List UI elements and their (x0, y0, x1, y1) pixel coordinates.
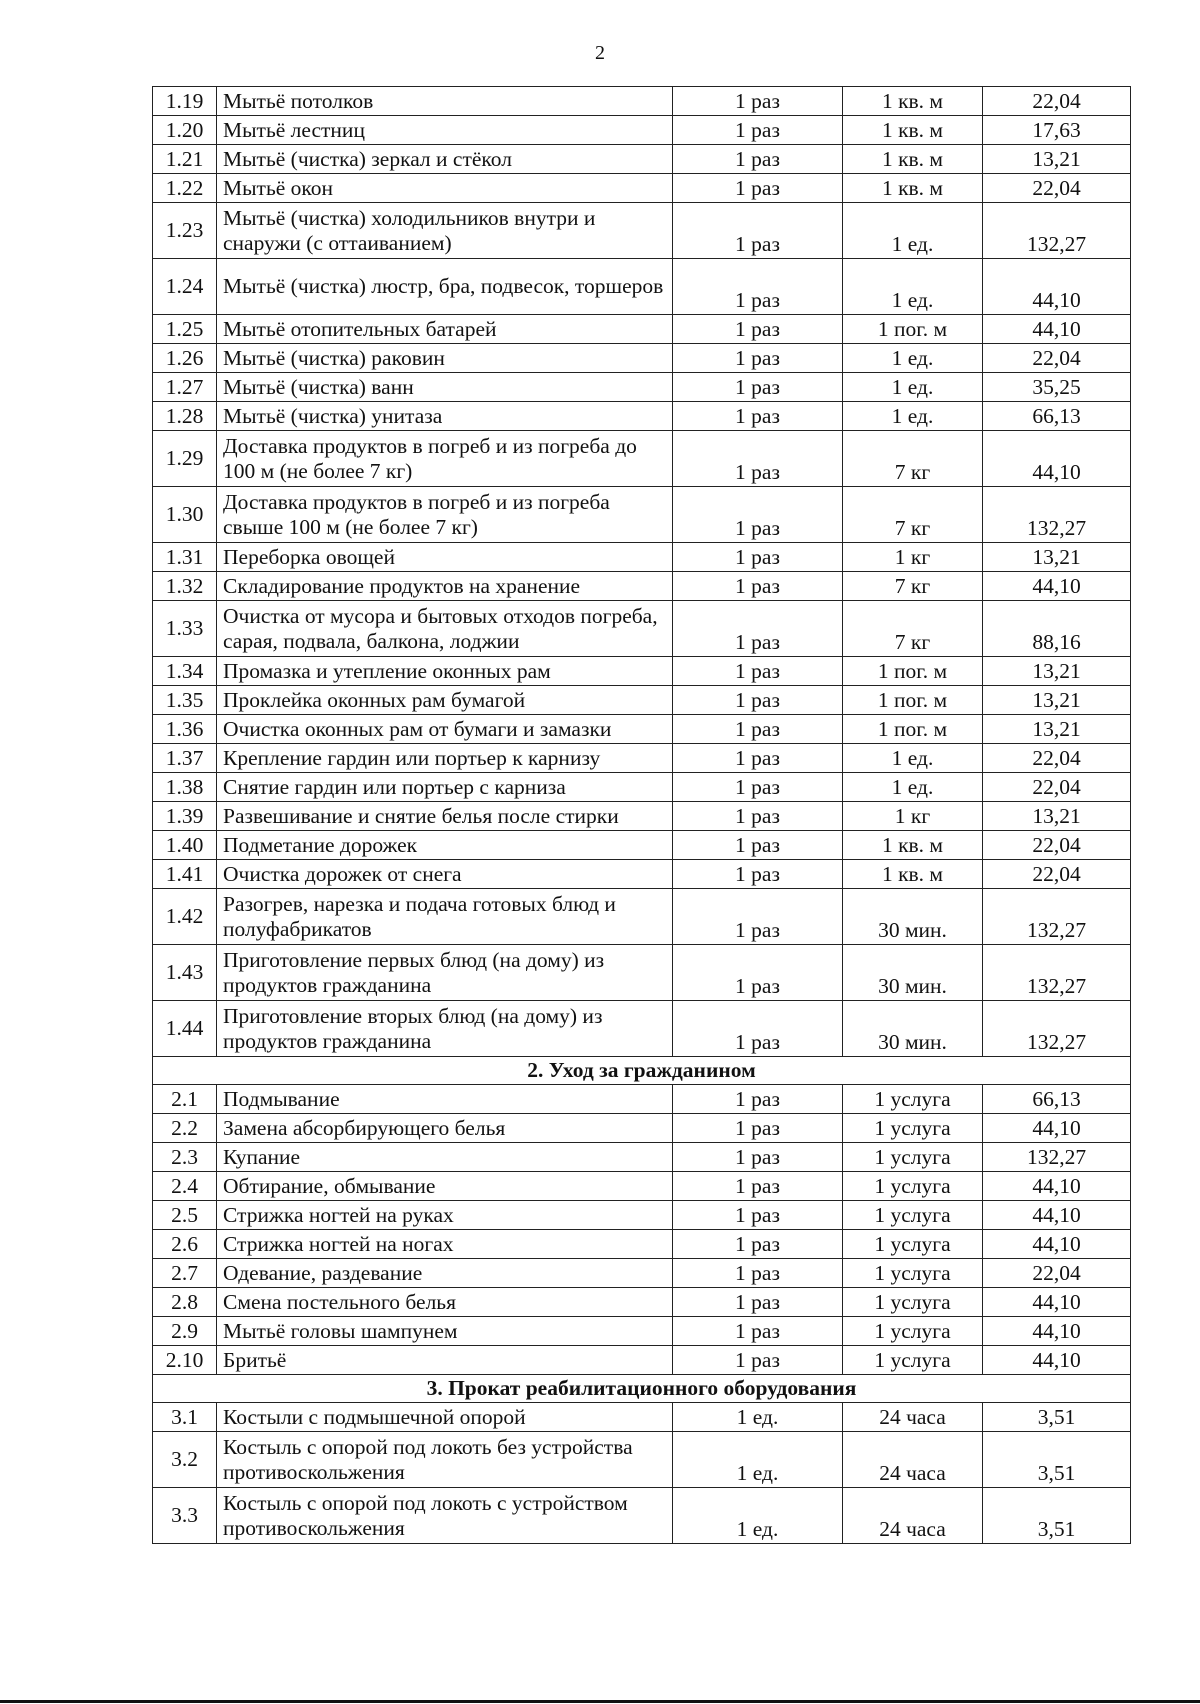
service-unit: 1 услуга (843, 1230, 983, 1259)
service-unit: 1 услуга (843, 1085, 983, 1114)
service-frequency: 1 раз (673, 1143, 843, 1172)
service-unit: 30 мин. (843, 889, 983, 945)
row-number: 1.19 (153, 87, 217, 116)
service-frequency: 1 раз (673, 543, 843, 572)
service-price: 132,27 (983, 203, 1131, 259)
table-row (153, 1432, 1131, 1488)
service-frequency: 1 раз (673, 657, 843, 686)
row-number: 3.2 (153, 1432, 217, 1488)
row-number: 1.22 (153, 174, 217, 203)
service-name: Мытьё головы шампунем (217, 1317, 673, 1346)
service-unit: 1 ед. (843, 203, 983, 259)
service-name: Мытьё (чистка) люстр, бра, подвесок, торшеров (217, 259, 673, 315)
row-number: 1.44 (153, 1001, 217, 1057)
service-price: 44,10 (983, 1317, 1131, 1346)
service-name: Мытьё (чистка) холодильников внутри и снаружи (с оттаиванием) (217, 203, 673, 259)
row-number: 2.2 (153, 1114, 217, 1143)
service-price: 13,21 (983, 657, 1131, 686)
row-number: 1.33 (153, 601, 217, 657)
service-unit: 1 кв. м (843, 145, 983, 174)
service-name: Смена постельного белья (217, 1288, 673, 1317)
service-price: 132,27 (983, 487, 1131, 543)
service-name: Мытьё окон (217, 174, 673, 203)
service-name: Костыль с опорой под локоть без устройства противоскольжения (217, 1432, 673, 1488)
row-number: 2.1 (153, 1085, 217, 1114)
service-name: Очистка от мусора и бытовых отходов погреба, сарая, подвала, балкона, лоджии (217, 601, 673, 657)
bottom-rule (0, 1700, 1200, 1703)
service-unit: 1 пог. м (843, 657, 983, 686)
service-unit: 30 мин. (843, 945, 983, 1001)
row-number: 1.26 (153, 344, 217, 373)
service-name: Приготовление первых блюд (на дому) из продуктов гражданина (217, 945, 673, 1001)
service-price: 22,04 (983, 831, 1131, 860)
table-row (153, 344, 1131, 373)
service-name: Доставка продуктов в погреб и из погреба свыше 100 м (не более 7 кг) (217, 487, 673, 543)
service-frequency: 1 раз (673, 1114, 843, 1143)
service-price: 3,51 (983, 1432, 1131, 1488)
section-title: 2. Уход за гражданином (153, 1057, 1131, 1085)
table-row (153, 1172, 1131, 1201)
service-frequency: 1 раз (673, 1288, 843, 1317)
service-price: 22,04 (983, 174, 1131, 203)
service-price: 22,04 (983, 87, 1131, 116)
table-row (153, 1346, 1131, 1375)
service-frequency: 1 раз (673, 715, 843, 744)
service-name: Бритьё (217, 1346, 673, 1375)
service-unit: 1 пог. м (843, 315, 983, 344)
service-frequency: 1 раз (673, 487, 843, 543)
row-number: 1.25 (153, 315, 217, 344)
service-price: 3,51 (983, 1488, 1131, 1544)
service-price: 44,10 (983, 1288, 1131, 1317)
row-number: 1.41 (153, 860, 217, 889)
row-number: 1.37 (153, 744, 217, 773)
service-frequency: 1 раз (673, 572, 843, 601)
table-row (153, 373, 1131, 402)
table-row (153, 116, 1131, 145)
service-frequency: 1 раз (673, 1172, 843, 1201)
service-unit: 7 кг (843, 487, 983, 543)
service-unit: 1 ед. (843, 259, 983, 315)
service-unit: 24 часа (843, 1432, 983, 1488)
table-row (153, 686, 1131, 715)
service-price: 132,27 (983, 945, 1131, 1001)
service-price: 44,10 (983, 572, 1131, 601)
service-frequency: 1 раз (673, 116, 843, 145)
table-row (153, 1288, 1131, 1317)
table-row (153, 402, 1131, 431)
service-price: 22,04 (983, 744, 1131, 773)
table-row (153, 802, 1131, 831)
service-unit: 1 услуга (843, 1288, 983, 1317)
service-name: Мытьё (чистка) ванн (217, 373, 673, 402)
row-number: 1.42 (153, 889, 217, 945)
service-unit: 7 кг (843, 601, 983, 657)
service-name: Мытьё (чистка) раковин (217, 344, 673, 373)
service-price: 44,10 (983, 1114, 1131, 1143)
row-number: 1.35 (153, 686, 217, 715)
service-unit: 1 услуга (843, 1143, 983, 1172)
service-price: 13,21 (983, 802, 1131, 831)
table-row (153, 259, 1131, 315)
row-number: 2.10 (153, 1346, 217, 1375)
row-number: 1.43 (153, 945, 217, 1001)
table-row (153, 543, 1131, 572)
table-row (153, 203, 1131, 259)
table-row (153, 889, 1131, 945)
service-name: Развешивание и снятие белья после стирки (217, 802, 673, 831)
service-name: Подметание дорожек (217, 831, 673, 860)
service-name: Доставка продуктов в погреб и из погреба до 100 м (не более 7 кг) (217, 431, 673, 487)
row-number: 1.38 (153, 773, 217, 802)
service-unit: 30 мин. (843, 1001, 983, 1057)
service-unit: 1 кв. м (843, 831, 983, 860)
table-row (153, 601, 1131, 657)
service-price: 66,13 (983, 402, 1131, 431)
service-frequency: 1 раз (673, 1201, 843, 1230)
section-title: 3. Прокат реабилитационного оборудования (153, 1375, 1131, 1403)
table-row (153, 315, 1131, 344)
service-frequency: 1 раз (673, 773, 843, 802)
service-unit: 1 ед. (843, 344, 983, 373)
row-number: 1.32 (153, 572, 217, 601)
service-frequency: 1 раз (673, 889, 843, 945)
service-frequency: 1 раз (673, 1259, 843, 1288)
service-price: 132,27 (983, 889, 1131, 945)
row-number: 1.30 (153, 487, 217, 543)
service-unit: 1 кг (843, 543, 983, 572)
service-frequency: 1 раз (673, 315, 843, 344)
service-name: Купание (217, 1143, 673, 1172)
service-name: Обтирание, обмывание (217, 1172, 673, 1201)
table-row (153, 1201, 1131, 1230)
service-frequency: 1 раз (673, 1001, 843, 1057)
service-name: Подмывание (217, 1085, 673, 1114)
row-number: 1.36 (153, 715, 217, 744)
service-frequency: 1 раз (673, 744, 843, 773)
service-unit: 1 услуга (843, 1259, 983, 1288)
table-row (153, 431, 1131, 487)
page-number: 2 (595, 42, 605, 64)
row-number: 2.5 (153, 1201, 217, 1230)
section-header-row (153, 1057, 1131, 1085)
service-price: 132,27 (983, 1143, 1131, 1172)
row-number: 1.39 (153, 802, 217, 831)
row-number: 1.34 (153, 657, 217, 686)
service-price: 132,27 (983, 1001, 1131, 1057)
table-row (153, 773, 1131, 802)
row-number: 1.21 (153, 145, 217, 174)
row-number: 1.28 (153, 402, 217, 431)
service-unit: 1 услуга (843, 1201, 983, 1230)
service-price: 3,51 (983, 1403, 1131, 1432)
service-name: Разогрев, нарезка и подача готовых блюд и полуфабрикатов (217, 889, 673, 945)
row-number: 1.29 (153, 431, 217, 487)
table-row (153, 1488, 1131, 1544)
service-name: Крепление гардин или портьер к карнизу (217, 744, 673, 773)
service-unit: 1 услуга (843, 1172, 983, 1201)
row-number: 1.23 (153, 203, 217, 259)
row-number: 1.27 (153, 373, 217, 402)
service-price: 44,10 (983, 431, 1131, 487)
table-row (153, 1317, 1131, 1346)
service-unit: 24 часа (843, 1488, 983, 1544)
service-price: 22,04 (983, 773, 1131, 802)
service-name: Мытьё (чистка) унитаза (217, 402, 673, 431)
row-number: 2.7 (153, 1259, 217, 1288)
service-frequency: 1 раз (673, 203, 843, 259)
service-unit: 24 часа (843, 1403, 983, 1432)
section-header-row (153, 1375, 1131, 1403)
service-price: 35,25 (983, 373, 1131, 402)
service-name: Очистка оконных рам от бумаги и замазки (217, 715, 673, 744)
service-price: 44,10 (983, 1172, 1131, 1201)
table-row (153, 1259, 1131, 1288)
table-row (153, 487, 1131, 543)
service-price: 44,10 (983, 259, 1131, 315)
service-name: Мытьё отопительных батарей (217, 315, 673, 344)
service-frequency: 1 раз (673, 373, 843, 402)
service-unit: 7 кг (843, 572, 983, 601)
service-unit: 1 кв. м (843, 87, 983, 116)
row-number: 2.8 (153, 1288, 217, 1317)
service-price: 22,04 (983, 1259, 1131, 1288)
service-price: 17,63 (983, 116, 1131, 145)
row-number: 1.40 (153, 831, 217, 860)
table-row (153, 174, 1131, 203)
table-row (153, 1085, 1131, 1114)
service-frequency: 1 раз (673, 1317, 843, 1346)
table-row (153, 1230, 1131, 1259)
service-unit: 1 пог. м (843, 715, 983, 744)
service-frequency: 1 раз (673, 860, 843, 889)
service-price: 44,10 (983, 1346, 1131, 1375)
service-frequency: 1 раз (673, 259, 843, 315)
service-name: Замена абсорбирующего белья (217, 1114, 673, 1143)
service-name: Приготовление вторых блюд (на дому) из продуктов гражданина (217, 1001, 673, 1057)
service-unit: 1 ед. (843, 402, 983, 431)
service-frequency: 1 раз (673, 945, 843, 1001)
service-frequency: 1 раз (673, 1085, 843, 1114)
service-name: Снятие гардин или портьер с карниза (217, 773, 673, 802)
table-row (153, 744, 1131, 773)
services-price-table (152, 86, 1131, 1544)
service-name: Стрижка ногтей на ногах (217, 1230, 673, 1259)
table-row (153, 145, 1131, 174)
service-price: 13,21 (983, 686, 1131, 715)
service-frequency: 1 раз (673, 601, 843, 657)
service-frequency: 1 ед. (673, 1403, 843, 1432)
service-name: Промазка и утепление оконных рам (217, 657, 673, 686)
row-number: 2.9 (153, 1317, 217, 1346)
service-frequency: 1 раз (673, 1346, 843, 1375)
service-unit: 1 услуга (843, 1114, 983, 1143)
service-frequency: 1 раз (673, 145, 843, 174)
service-unit: 1 кг (843, 802, 983, 831)
service-frequency: 1 раз (673, 686, 843, 715)
service-name: Костыли с подмышечной опорой (217, 1403, 673, 1432)
service-name: Одевание, раздевание (217, 1259, 673, 1288)
service-name: Проклейка оконных рам бумагой (217, 686, 673, 715)
row-number: 2.6 (153, 1230, 217, 1259)
service-unit: 1 услуга (843, 1317, 983, 1346)
table-row (153, 860, 1131, 889)
service-unit: 7 кг (843, 431, 983, 487)
service-unit: 1 услуга (843, 1346, 983, 1375)
table-row (153, 1114, 1131, 1143)
service-unit: 1 ед. (843, 773, 983, 802)
service-name: Очистка дорожек от снега (217, 860, 673, 889)
service-price: 22,04 (983, 344, 1131, 373)
service-frequency: 1 раз (673, 802, 843, 831)
row-number: 3.1 (153, 1403, 217, 1432)
service-unit: 1 кв. м (843, 116, 983, 145)
service-price: 22,04 (983, 860, 1131, 889)
row-number: 1.31 (153, 543, 217, 572)
row-number: 1.20 (153, 116, 217, 145)
service-unit: 1 кв. м (843, 174, 983, 203)
service-price: 66,13 (983, 1085, 1131, 1114)
table-row (153, 1001, 1131, 1057)
service-name: Мытьё потолков (217, 87, 673, 116)
table-row (153, 87, 1131, 116)
row-number: 2.4 (153, 1172, 217, 1201)
service-frequency: 1 раз (673, 431, 843, 487)
service-unit: 1 ед. (843, 373, 983, 402)
service-name: Мытьё лестниц (217, 116, 673, 145)
service-frequency: 1 раз (673, 402, 843, 431)
service-frequency: 1 раз (673, 1230, 843, 1259)
service-price: 44,10 (983, 1230, 1131, 1259)
service-name: Стрижка ногтей на руках (217, 1201, 673, 1230)
table-row (153, 945, 1131, 1001)
service-unit: 1 пог. м (843, 686, 983, 715)
table-body (153, 87, 1131, 1544)
table-row (153, 1143, 1131, 1172)
row-number: 2.3 (153, 1143, 217, 1172)
table-row (153, 1403, 1131, 1432)
service-name: Мытьё (чистка) зеркал и стёкол (217, 145, 673, 174)
table-row (153, 572, 1131, 601)
service-unit: 1 ед. (843, 744, 983, 773)
service-frequency: 1 ед. (673, 1488, 843, 1544)
service-price: 13,21 (983, 715, 1131, 744)
service-price: 44,10 (983, 315, 1131, 344)
service-frequency: 1 раз (673, 831, 843, 860)
service-price: 88,16 (983, 601, 1131, 657)
table-row (153, 831, 1131, 860)
table-row (153, 715, 1131, 744)
service-frequency: 1 раз (673, 87, 843, 116)
service-name: Костыль с опорой под локоть с устройством противоскольжения (217, 1488, 673, 1544)
service-price: 13,21 (983, 543, 1131, 572)
service-frequency: 1 раз (673, 174, 843, 203)
row-number: 3.3 (153, 1488, 217, 1544)
service-frequency: 1 ед. (673, 1432, 843, 1488)
service-frequency: 1 раз (673, 344, 843, 373)
service-price: 44,10 (983, 1201, 1131, 1230)
service-name: Переборка овощей (217, 543, 673, 572)
service-price: 13,21 (983, 145, 1131, 174)
service-name: Складирование продуктов на хранение (217, 572, 673, 601)
service-unit: 1 кв. м (843, 860, 983, 889)
row-number: 1.24 (153, 259, 217, 315)
table-row (153, 657, 1131, 686)
